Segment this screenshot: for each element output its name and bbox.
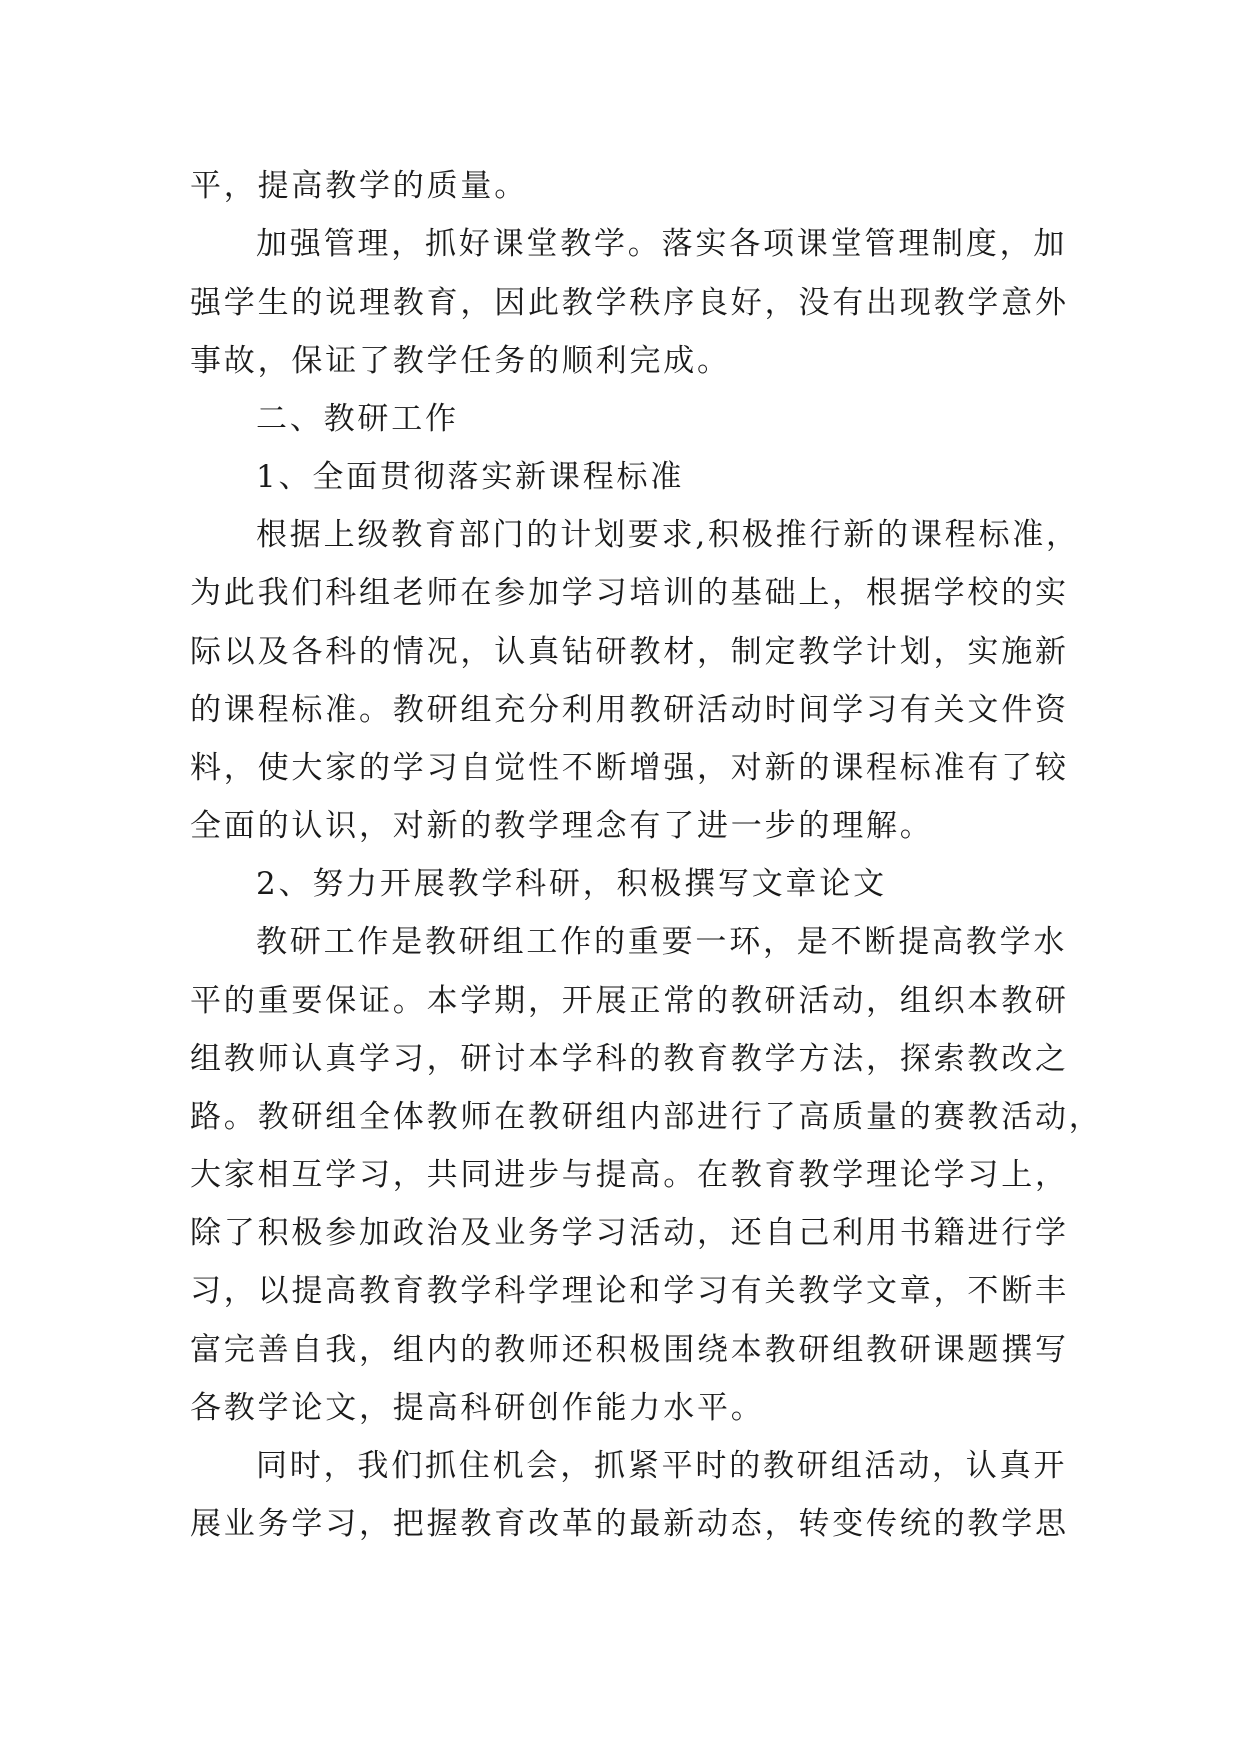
text-line: 事故，保证了教学任务的顺利完成。 <box>190 343 731 379</box>
text-line: 的课程标准。教研组充分利用教研活动时间学习有关文件资 <box>190 692 1069 728</box>
text-line: 料，使大家的学习自觉性不断增强，对新的课程标准有了较 <box>190 750 1069 786</box>
text-line: 除了积极参加政治及业务学习活动，还自己利用书籍进行学 <box>190 1215 1069 1251</box>
text-line: 全面的认识，对新的教学理念有了进一步的理解。 <box>190 808 934 844</box>
text-line: 大家相互学习，共同进步与提高。在教育教学理论学习上， <box>190 1157 1069 1193</box>
subsection-heading: 2、努力开展教学科研，积极撰写文章论文 <box>256 866 887 902</box>
text-line: 富完善自我，组内的教师还积极围绕本教研组教研课题撰写 <box>190 1332 1069 1368</box>
text-line: 为此我们科组老师在参加学习培训的基础上，根据学校的实 <box>190 575 1069 611</box>
paragraph-first-line: 根据上级教育部门的计划要求,积极推行新的课程标准， <box>256 517 1080 553</box>
paragraph-first-line: 加强管理，抓好课堂教学。落实各项课堂管理制度，加 <box>256 226 1068 262</box>
text-line: 强学生的说理教育，因此教学秩序良好，没有出现教学意外 <box>190 285 1069 321</box>
text-line: 组教师认真学习，研讨本学科的教育教学方法，探索教改之 <box>190 1041 1069 1077</box>
text-line: 平的重要保证。本学期，开展正常的教研活动，组织本教研 <box>190 983 1069 1019</box>
paragraph-first-line: 教研工作是教研组工作的重要一环，是不断提高教学水 <box>256 924 1068 960</box>
text-line: 平，提高教学的质量。 <box>190 168 528 204</box>
section-heading: 二、教研工作 <box>256 401 459 437</box>
subsection-heading: 1、全面贯彻落实新课程标准 <box>256 459 685 495</box>
text-line: 路。教研组全体教师在教研组内部进行了高质量的赛教活动， <box>190 1099 1103 1135</box>
paragraph-first-line: 同时，我们抓住机会，抓紧平时的教研组活动，认真开 <box>256 1448 1068 1484</box>
text-line: 际以及各科的情况，认真钻研教材，制定教学计划，实施新 <box>190 634 1069 670</box>
text-line: 习，以提高教育教学科学理论和学习有关教学文章，不断丰 <box>190 1273 1069 1309</box>
text-line: 展业务学习，把握教育改革的最新动态，转变传统的教学思 <box>190 1506 1069 1542</box>
text-line: 各教学论文，提高科研创作能力水平。 <box>190 1390 765 1426</box>
